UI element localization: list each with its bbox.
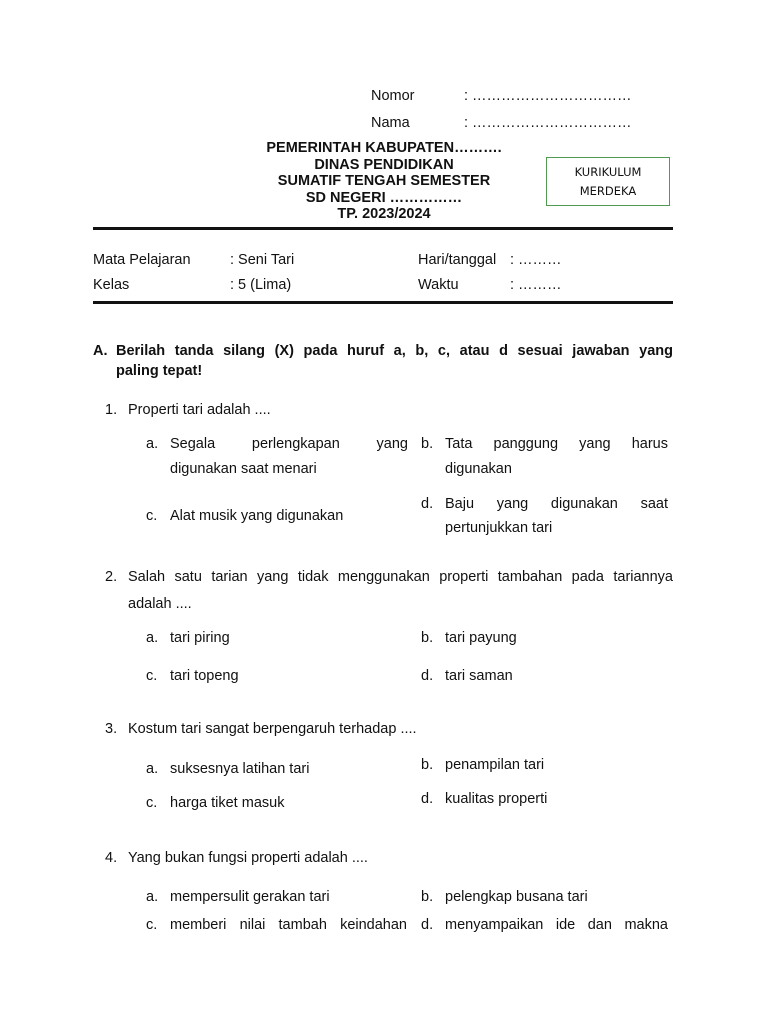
option-marker-b: b. — [421, 757, 434, 773]
header-line-5: TP. 2023/2024 — [337, 206, 431, 222]
badge-line-2: MERDEKA — [579, 183, 637, 198]
info-divider — [93, 301, 673, 304]
option-marker-c: c. — [146, 508, 158, 524]
option-marker-c: c. — [146, 668, 158, 684]
option-marker-b: b. — [421, 436, 434, 452]
curriculum-badge — [546, 157, 670, 206]
option-a[interactable]: tari piring — [170, 630, 230, 646]
waktu-label: Waktu — [418, 277, 459, 293]
nama-value: : …………………………… — [464, 115, 632, 131]
option-b[interactable]: penampilan tari — [445, 757, 545, 773]
option-c[interactable]: memberi nilai tambah keindahan — [170, 917, 407, 933]
question-number: 1. — [105, 402, 118, 418]
option-d-cont: pertunjukkan tari — [445, 520, 553, 536]
option-marker-b: b. — [421, 630, 434, 646]
hari-value: : ……… — [510, 252, 562, 268]
option-marker-d: d. — [421, 496, 434, 512]
nomor-label: Nomor — [371, 88, 415, 104]
section-a-instruction: Berilah tanda silang (X) pada huruf a, b, c, atau d sesuai jawaban yang — [116, 343, 673, 359]
option-marker-a: a. — [146, 761, 159, 777]
header-line-3: SUMATIF TENGAH SEMESTER — [277, 173, 491, 189]
mapel-label: Mata Pelajaran — [93, 252, 191, 268]
nomor-value: : …………………………… — [464, 88, 632, 104]
option-c[interactable]: harga tiket masuk — [170, 795, 285, 811]
hari-label: Hari/tanggal — [418, 252, 497, 268]
header-line-2: DINAS PENDIDIKAN — [314, 156, 454, 173]
option-marker-a: a. — [146, 630, 159, 646]
option-b-cont: digunakan — [445, 461, 512, 477]
badge-line-1: KURIKULUM — [574, 164, 642, 179]
option-c[interactable]: Alat musik yang digunakan — [170, 508, 344, 524]
header-line-4: SD NEGERI …………… — [305, 189, 463, 206]
question-number: 2. — [105, 569, 118, 585]
option-d[interactable]: tari saman — [445, 668, 513, 684]
option-marker-d: d. — [421, 668, 434, 684]
option-marker-d: d. — [421, 917, 434, 933]
question-text: Yang bukan fungsi properti adalah .... — [128, 850, 368, 866]
option-b[interactable]: tari payung — [445, 630, 517, 646]
question-text: Properti tari adalah .... — [128, 402, 271, 418]
question-text: Kostum tari sangat berpengaruh terhadap .... — [128, 721, 417, 737]
option-marker-b: b. — [421, 889, 434, 905]
document-header — [224, 140, 544, 223]
option-marker-a: a. — [146, 436, 159, 452]
option-marker-c: c. — [146, 917, 158, 933]
nama-label: Nama — [371, 115, 410, 131]
option-a[interactable]: Segala perlengkapan yang — [170, 436, 408, 452]
option-marker-a: a. — [146, 889, 159, 905]
option-a[interactable]: suksesnya latihan tari — [170, 761, 310, 777]
mapel-value: : Seni Tari — [230, 252, 295, 268]
question-text-cont: adalah .... — [128, 596, 192, 612]
waktu-value: : ……… — [510, 277, 562, 293]
kelas-label: Kelas — [93, 277, 130, 293]
option-b[interactable]: Tata panggung yang harus — [445, 436, 668, 452]
option-d[interactable]: kualitas properti — [445, 791, 548, 807]
question-text: Salah satu tarian yang tidak menggunakan properti tambahan pada tariannya — [128, 569, 673, 585]
header-line-1: PEMERINTAH KABUPATEN………. — [266, 140, 502, 156]
option-d[interactable]: menyampaikan ide dan makna — [445, 917, 668, 933]
question-number: 4. — [105, 850, 118, 866]
option-marker-c: c. — [146, 795, 158, 811]
option-a[interactable]: mempersulit gerakan tari — [170, 889, 330, 905]
option-marker-d: d. — [421, 791, 434, 807]
option-c[interactable]: tari topeng — [170, 668, 239, 684]
option-b[interactable]: pelengkap busana tari — [445, 889, 588, 905]
section-a-marker: A. — [93, 343, 108, 359]
option-a-cont: digunakan saat menari — [170, 461, 317, 477]
section-a-instruction-cont: paling tepat! — [116, 363, 203, 379]
question-number: 3. — [105, 721, 118, 737]
kelas-value: : 5 (Lima) — [230, 277, 292, 293]
option-d[interactable]: Baju yang digunakan saat — [445, 496, 668, 512]
header-divider — [93, 227, 673, 230]
